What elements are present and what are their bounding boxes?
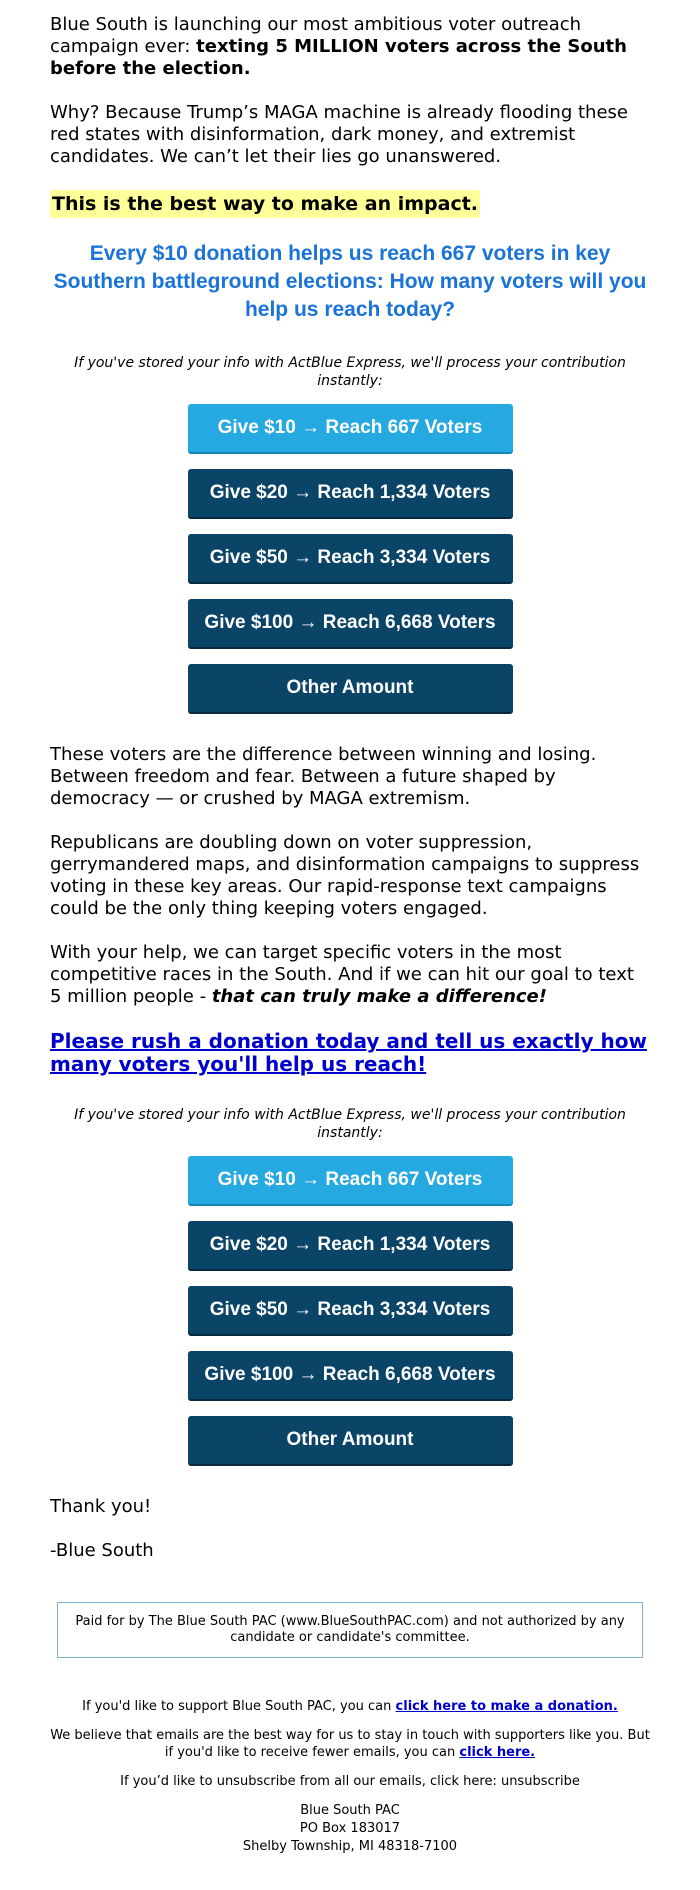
highlighted-statement: This is the best way to make an impact. <box>50 190 480 218</box>
fewer-emails-line <box>50 1727 650 1761</box>
intro-paragraph-1 <box>50 14 650 80</box>
donation-buttons-top <box>50 404 650 714</box>
give-50-button[interactable]: Give $50 → Reach 3,334 Voters <box>188 534 513 584</box>
give-10-button[interactable]: Give $10 → Reach 667 Voters <box>188 404 513 454</box>
donation-buttons-bottom <box>50 1156 650 1466</box>
middle-emphasis: that can truly make a difference! <box>211 986 547 1007</box>
middle-paragraph-1: These voters are the difference between winning and losing. Between freedom and fear. Between a future shaped by democracy — or crushed by MAGA extremism. <box>50 744 597 809</box>
intro-text: Blue South is launching our most ambitious voter outreach campaign ever: <box>50 14 582 57</box>
donation-headline: Every $10 donation helps us reach 667 voters in key Southern battleground elections: How many voters will you help us reach today? <box>53 242 647 321</box>
make-donation-link[interactable]: click here to make a donation. <box>395 1699 618 1714</box>
fewer-emails-link[interactable]: click here. <box>459 1745 536 1760</box>
middle-paragraph-3 <box>50 942 650 1008</box>
middle-text: With your help, we can target specific voters in the most competitive races in the South. And if we can hit our goal to text 5 million people - <box>50 942 634 1007</box>
give-20-button[interactable]: Give $20 → Reach 1,334 Voters <box>188 469 513 519</box>
other-amount-button-2[interactable]: Other Amount <box>188 1416 513 1466</box>
thank-you: Thank you! <box>50 1496 152 1517</box>
paid-for-disclaimer: Paid for by The Blue South PAC (www.BlueSouthPAC.com) and not authorized by any candidate or candidate's committee. <box>57 1602 643 1658</box>
support-text: If you'd like to support Blue South PAC, you can <box>82 1699 396 1714</box>
actblue-express-note-2: If you've stored your info with ActBlue Express, we'll process your contribution instantly: <box>74 1107 626 1141</box>
middle-paragraph-2: Republicans are doubling down on voter suppression, gerrymandered maps, and disinformation campaigns to suppress voting in these key areas. Our rapid-response text campaigns could be the only thing keeping voters engaged. <box>50 832 640 919</box>
intro-bold-text: texting 5 MILLION voters across the South before the election. <box>50 36 627 79</box>
address-line-1: Blue South PAC <box>300 1803 400 1818</box>
fewer-emails-text: We believe that emails are the best way for us to stay in touch with supporters like you. But if you'd like to receive fewer emails, you can <box>50 1728 650 1760</box>
address-line-3: Shelby Township, MI 48318-7100 <box>242 1839 458 1854</box>
email-body <box>50 0 650 1856</box>
give-100-button-2[interactable]: Give $100 → Reach 6,668 Voters <box>188 1351 513 1401</box>
address-line-2: PO Box 183017 <box>299 1821 401 1836</box>
unsubscribe-line[interactable]: If you’d like to unsubscribe from all our emails, click here: unsubscribe <box>120 1774 580 1789</box>
other-amount-button[interactable]: Other Amount <box>188 664 513 714</box>
give-50-button-2[interactable]: Give $50 → Reach 3,334 Voters <box>188 1286 513 1336</box>
rush-donation-link[interactable]: Please rush a donation today and tell us exactly how many voters you'll help us reach! <box>50 1029 647 1076</box>
intro-paragraph-2: Why? Because Trump’s MAGA machine is already flooding these red states with disinformation, dark money, and extremist candidates. We can’t let their lies go unanswered. <box>50 102 628 167</box>
actblue-express-note: If you've stored your info with ActBlue Express, we'll process your contribution instantly: <box>74 355 626 389</box>
give-100-button[interactable]: Give $100 → Reach 6,668 Voters <box>188 599 513 649</box>
give-10-button-2[interactable]: Give $10 → Reach 667 Voters <box>188 1156 513 1206</box>
give-20-button-2[interactable]: Give $20 → Reach 1,334 Voters <box>188 1221 513 1271</box>
signature: -Blue South <box>50 1540 154 1561</box>
support-line <box>50 1698 650 1715</box>
